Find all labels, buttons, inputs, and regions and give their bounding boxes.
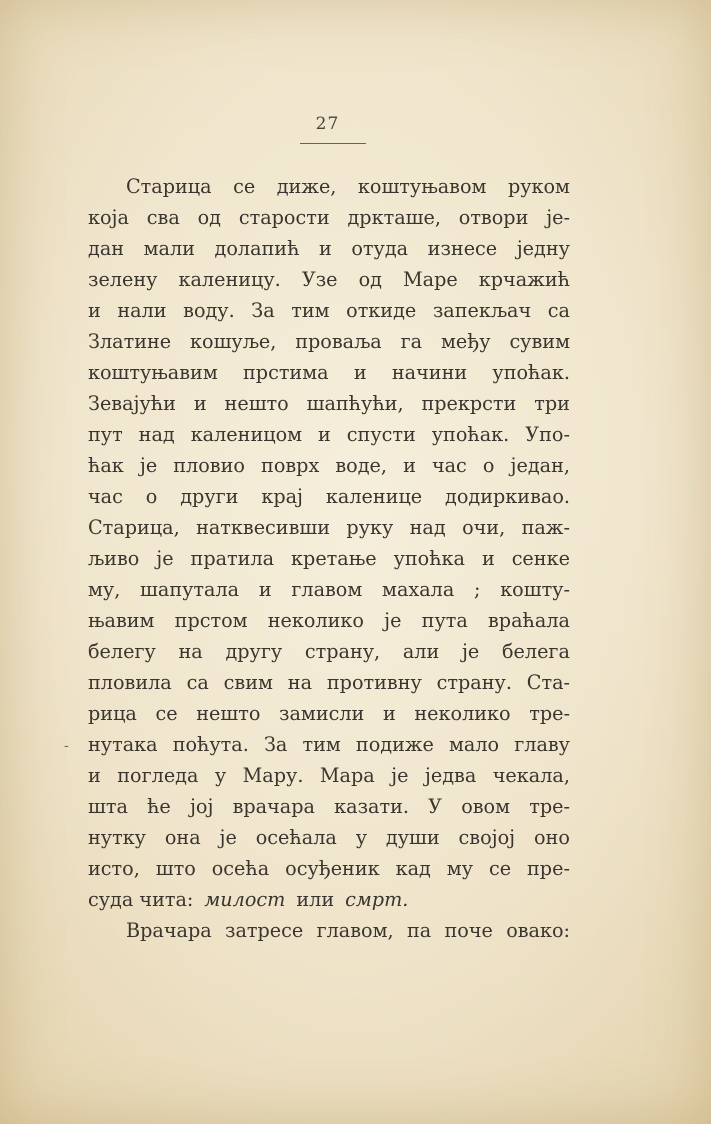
word: или	[296, 888, 335, 911]
word: суда чита:	[88, 888, 194, 911]
word: ;	[474, 578, 481, 601]
word: чекала,	[492, 764, 570, 787]
word: сенке	[511, 547, 570, 570]
word: отуда	[351, 237, 409, 260]
word: и	[193, 392, 207, 415]
word: главом	[291, 578, 363, 601]
word: и	[353, 361, 367, 384]
text-line	[88, 450, 570, 481]
word: осећа	[211, 857, 270, 880]
text-line	[88, 512, 570, 543]
word: у	[355, 826, 368, 849]
word: пратила	[190, 547, 275, 570]
body-text	[88, 171, 570, 946]
word: један,	[510, 454, 570, 477]
text-line	[88, 326, 570, 357]
word: дркташе,	[347, 206, 441, 229]
word: над	[138, 423, 175, 446]
word: му,	[88, 578, 121, 601]
word: и	[88, 764, 101, 787]
word: својој	[458, 826, 516, 849]
word: Врачара	[126, 919, 212, 942]
word: крај	[261, 485, 304, 508]
word: страну.	[436, 671, 512, 694]
text-line	[88, 357, 570, 388]
word: спусти	[346, 423, 416, 446]
word: нешто	[224, 392, 289, 415]
word: и	[382, 702, 396, 725]
word: је-	[546, 206, 570, 229]
word: поврх	[261, 454, 320, 477]
word: паж-	[521, 516, 570, 539]
word: коштуњавом	[357, 175, 487, 198]
word: казати.	[334, 795, 409, 818]
word: неколико	[267, 609, 364, 632]
word: изнесе	[427, 237, 498, 260]
word: упоћак.	[492, 361, 570, 384]
word: нешто	[196, 702, 261, 725]
word: од	[197, 206, 221, 229]
word: је	[156, 547, 174, 570]
text-line	[88, 233, 570, 264]
word: се	[233, 175, 256, 198]
word: сва	[146, 206, 180, 229]
word: каленицу.	[178, 268, 281, 291]
word: па	[406, 919, 432, 942]
text-line	[88, 729, 570, 760]
word: му	[446, 857, 473, 880]
word: старости	[238, 206, 330, 229]
word: осећала	[255, 826, 337, 849]
word: зелену	[88, 268, 158, 291]
word: исто,	[88, 857, 140, 880]
word: у	[214, 764, 227, 787]
word: кошту-	[500, 578, 570, 601]
word: и	[318, 423, 331, 446]
word: Мару.	[242, 764, 304, 787]
word: на	[287, 671, 313, 694]
word: је	[384, 609, 402, 632]
margin-dash: -	[64, 738, 69, 754]
word: погледа	[117, 764, 199, 787]
word: главом,	[316, 919, 394, 942]
word: шапћући,	[306, 392, 404, 415]
text-line	[88, 636, 570, 667]
word: проваља	[295, 330, 382, 353]
word: очи,	[462, 516, 506, 539]
word: пре-	[527, 857, 570, 880]
word: што	[155, 857, 196, 880]
word: која	[88, 206, 129, 229]
word: на	[178, 640, 203, 663]
header-rule	[300, 143, 366, 144]
word: и	[88, 299, 101, 322]
text-line	[88, 884, 570, 915]
word: упоћак.	[431, 423, 510, 446]
paragraph-2	[88, 915, 570, 946]
word: са	[186, 671, 209, 694]
word: и	[319, 237, 332, 260]
word: над	[409, 516, 446, 539]
word: је	[391, 764, 409, 787]
word: рица	[88, 702, 137, 725]
word: Златине	[88, 330, 172, 353]
word: смрт.	[345, 888, 409, 911]
word: неколико	[414, 702, 511, 725]
word: кошуље,	[190, 330, 277, 353]
text-line	[88, 419, 570, 450]
word: она	[164, 826, 201, 849]
word: отвори	[458, 206, 529, 229]
word: крчажић	[478, 268, 570, 291]
word: се	[155, 702, 178, 725]
word: Узе	[301, 268, 338, 291]
word: о	[482, 454, 495, 477]
word: враћала	[488, 609, 570, 632]
text-line	[88, 822, 570, 853]
word: замисли	[279, 702, 365, 725]
word: осуђеник	[285, 857, 380, 880]
text-line	[88, 605, 570, 636]
text-line	[88, 202, 570, 233]
word: тим	[302, 733, 341, 756]
word: и	[258, 578, 272, 601]
word: и	[481, 547, 495, 570]
word: једва	[424, 764, 477, 787]
text-line	[88, 915, 570, 946]
word: тре-	[529, 795, 570, 818]
word: је	[219, 826, 237, 849]
word: руком	[507, 175, 570, 198]
text-line	[88, 295, 570, 326]
word: љиво	[88, 547, 140, 570]
word: њавим	[88, 609, 155, 632]
text-line	[88, 667, 570, 698]
word: јој	[189, 795, 214, 818]
word: нутака	[88, 733, 158, 756]
word: поче	[444, 919, 493, 942]
word: је	[461, 640, 480, 663]
word: души	[385, 826, 440, 849]
text-line	[88, 698, 570, 729]
word: подиже	[355, 733, 434, 756]
word: пловио	[173, 454, 245, 477]
word: свим	[223, 671, 273, 694]
word: ћак	[88, 454, 124, 477]
word: кад	[395, 857, 431, 880]
word: оно	[534, 826, 570, 849]
word: Маре	[402, 268, 458, 291]
text-line	[88, 543, 570, 574]
word: За	[251, 299, 275, 322]
text-line	[88, 853, 570, 884]
word: овако:	[506, 919, 570, 942]
word: руку	[346, 516, 394, 539]
word: час	[88, 485, 123, 508]
word: тре-	[529, 702, 570, 725]
word: откиде	[346, 299, 417, 322]
word: тим	[291, 299, 330, 322]
word: овом	[461, 795, 511, 818]
word: Зевајући	[88, 392, 176, 415]
word: час	[431, 454, 467, 477]
word: Мара	[319, 764, 375, 787]
word: затресе	[224, 919, 304, 942]
word: пут	[88, 423, 123, 446]
word: са	[547, 299, 570, 322]
word: прстима	[243, 361, 329, 384]
word: натквесивши	[196, 516, 331, 539]
word: За	[263, 733, 288, 756]
word: Ста-	[526, 671, 570, 694]
word: кретање	[291, 547, 377, 570]
page-number: 27	[315, 114, 340, 134]
word: Старица	[126, 175, 212, 198]
word: начини	[391, 361, 468, 384]
word: страну,	[304, 640, 381, 663]
word: главу	[514, 733, 570, 756]
word: другу	[225, 640, 283, 663]
word: воду.	[183, 299, 235, 322]
word: противну	[326, 671, 422, 694]
word: мали	[143, 237, 195, 260]
word: упоћка	[393, 547, 465, 570]
word: о	[145, 485, 158, 508]
word: три	[534, 392, 570, 415]
word: врачара	[232, 795, 315, 818]
word: Старица,	[88, 516, 180, 539]
word: једну	[516, 237, 570, 260]
text-line	[88, 791, 570, 822]
word: шапутала	[140, 578, 240, 601]
word: међу	[441, 330, 491, 353]
word: каленицом	[190, 423, 303, 446]
word: дан	[88, 237, 125, 260]
word: и	[403, 454, 416, 477]
word: поћута.	[172, 733, 249, 756]
word: долапић	[214, 237, 300, 260]
word: белега	[501, 640, 570, 663]
word: прекрсти	[421, 392, 517, 415]
word: пута	[421, 609, 468, 632]
word: коштуњавим	[88, 361, 218, 384]
word: У	[428, 795, 443, 818]
word: сувим	[509, 330, 570, 353]
word: милост	[204, 888, 286, 911]
word: се	[488, 857, 512, 880]
word: пловила	[88, 671, 172, 694]
text-line	[88, 388, 570, 419]
text-line	[88, 481, 570, 512]
word: Упо-	[525, 423, 570, 446]
word: шта	[88, 795, 128, 818]
word: други	[180, 485, 239, 508]
text-line	[88, 264, 570, 295]
word: махала	[382, 578, 455, 601]
word: воде,	[335, 454, 387, 477]
paragraph-1	[88, 171, 570, 915]
word: али	[402, 640, 440, 663]
text-line	[88, 574, 570, 605]
text-line	[88, 760, 570, 791]
word: каленице	[325, 485, 423, 508]
word: прстом	[174, 609, 248, 632]
word: запекљач	[432, 299, 532, 322]
text-line	[88, 171, 570, 202]
word: мало	[448, 733, 500, 756]
word: га	[400, 330, 423, 353]
word: белегу	[88, 640, 156, 663]
word: од	[358, 268, 382, 291]
word: нутку	[88, 826, 146, 849]
word: додиркивао.	[445, 485, 570, 508]
word: ће	[147, 795, 171, 818]
word: је	[139, 454, 158, 477]
word: нали	[117, 299, 167, 322]
word: диже,	[276, 175, 337, 198]
